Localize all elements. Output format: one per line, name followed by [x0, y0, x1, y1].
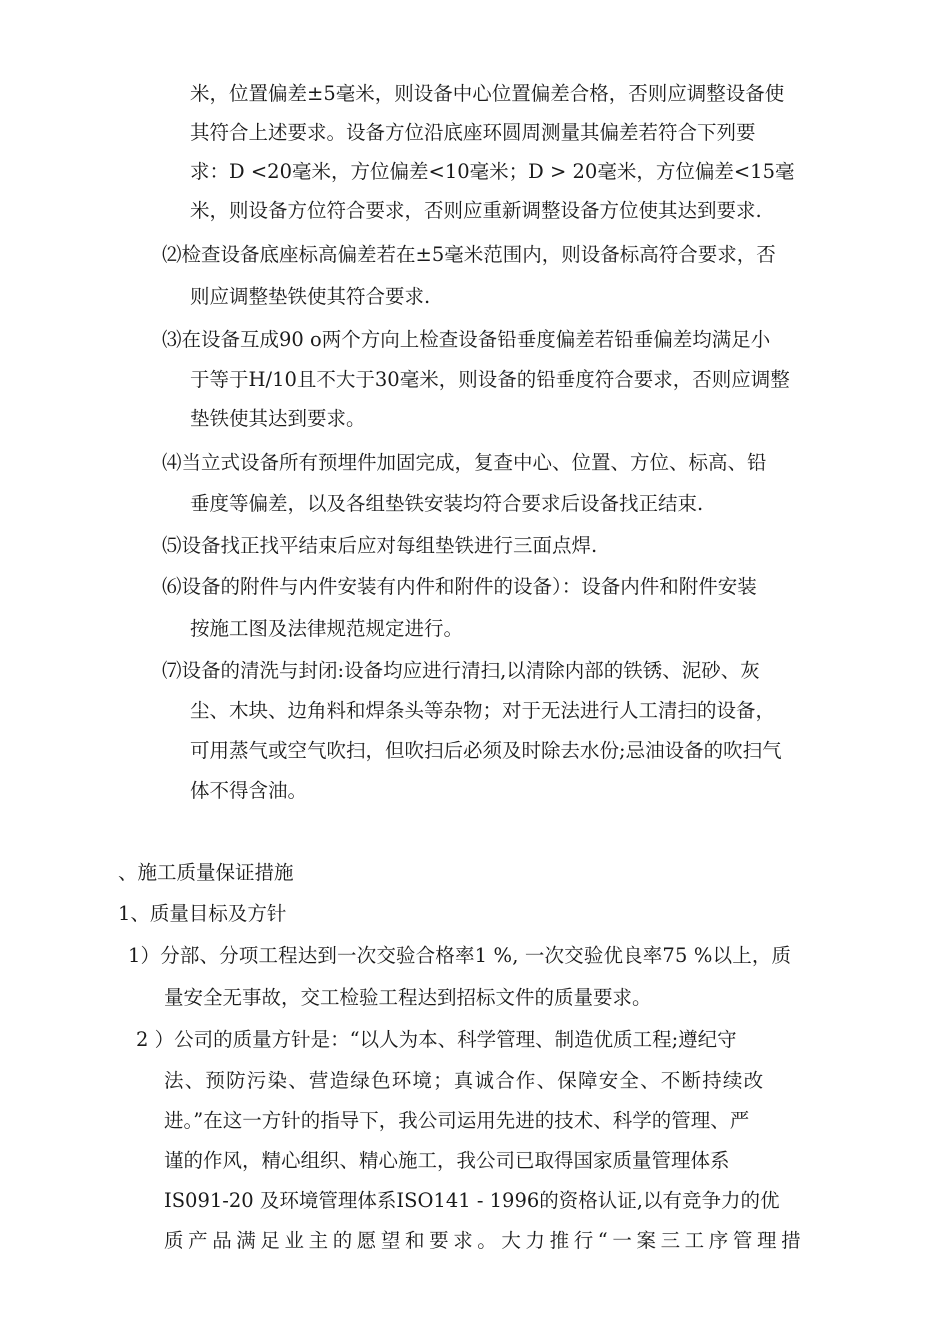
- text-line: 其符合上述要求。设备方位沿底座环圆周测量其偏差若符合下列要: [190, 121, 756, 144]
- text-line: 米，位置偏差±5毫米，则设备中心位置偏差合格，否则应调整设备使: [190, 82, 785, 105]
- text-line: 求：D <20毫米，方位偏差<10毫米；D > 20毫米，方位偏差<15毫: [190, 160, 795, 183]
- text-line: 量安全无事故，交工检验工程达到招标文件的质量要求。: [164, 986, 652, 1009]
- text-line: ⑺设备的清洗与封闭:设备均应进行清扫,以清除内部的铁锈、泥砂、灰: [162, 659, 760, 682]
- text-line: 于等于H/10且不大于30毫米，则设备的铅垂度符合要求，否则应调整: [190, 368, 790, 391]
- text-line: 按施工图及法律规范规定进行。: [190, 617, 464, 640]
- text-line: 可用蒸气或空气吹扫，但吹扫后必须及时除去水份;忌油设备的吹扫气: [190, 739, 782, 762]
- text-line: ⑶在设备互成90 o两个方向上检查设备铅垂度偏差若铅垂偏差均满足小: [162, 328, 771, 351]
- text-line: 尘、木块、边角料和焊条头等杂物；对于无法进行人工清扫的设备，: [190, 699, 776, 722]
- section-heading: 、施工质量保证措施: [118, 861, 294, 884]
- text-line: 谨的作风，精心组织、精心施工，我公司已取得国家质量管理体系: [164, 1149, 730, 1172]
- subsection-heading: 1、质量目标及方针: [118, 902, 287, 925]
- text-line: 垂度等偏差，以及各组垫铁安装均符合要求后设备找正结束.: [190, 492, 704, 515]
- text-line: 垫铁使其达到要求。: [190, 407, 366, 430]
- text-line: ⑸设备找正找平结束后应对每组垫铁进行三面点焊.: [162, 534, 598, 557]
- text-line: 1）分部、分项工程达到一次交验合格率1 %, 一次交验优良率75 %以上，质: [128, 944, 792, 967]
- text-line: 则应调整垫铁使其符合要求.: [190, 285, 431, 308]
- text-line: 2 ）公司的质量方针是：“以人为本、科学管理、制造优质工程;遵纪守: [136, 1028, 737, 1051]
- text-line: ⑷当立式设备所有预埋件加固完成，复查中心、位置、方位、标高、铅: [162, 451, 767, 474]
- text-line: 法、预防污染、营造绿色环境；真诚合作、保障安全、不断持续改: [164, 1069, 765, 1092]
- text-line: 米，则设备方位符合要求，否则应重新调整设备方位使其达到要求.: [190, 199, 762, 222]
- text-line: ⑹设备的附件与内件安装有内件和附件的设备）：设备内件和附件安装: [162, 575, 757, 598]
- text-line: ⑵检查设备底座标高偏差若在±5毫米范围内，则设备标高符合要求，否: [162, 243, 776, 266]
- text-line: 体不得含油。: [190, 779, 308, 802]
- text-line: 质产品满足业主的愿望和要求。大力推行“一案三工序管理措: [164, 1229, 806, 1252]
- text-line: 进。”在这一方针的指导下，我公司运用先进的技术、科学的管理、严: [164, 1109, 750, 1132]
- text-line: IS091-20 及环境管理体系ISO141 - 1996的资格认证,以有竞争力的优: [164, 1189, 780, 1212]
